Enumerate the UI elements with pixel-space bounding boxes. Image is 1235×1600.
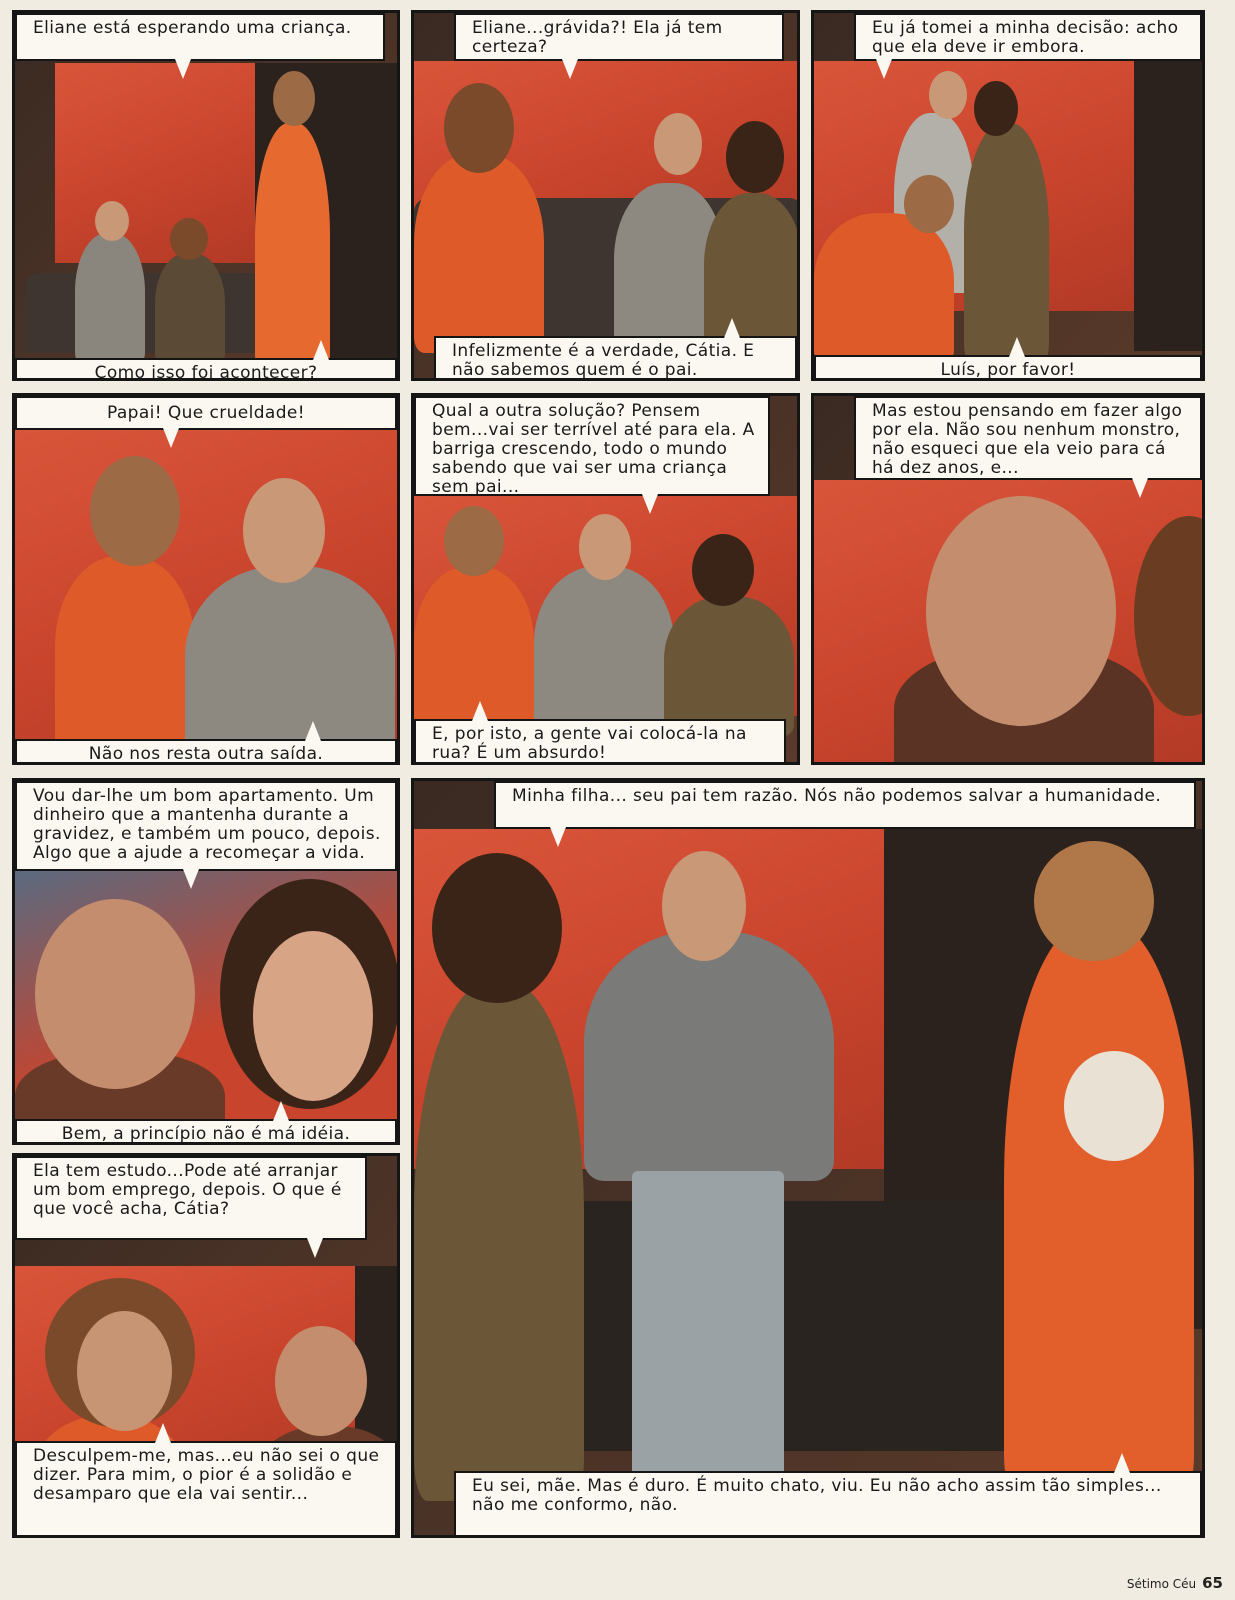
figure-head: [692, 534, 754, 606]
comic-panel-4: [12, 393, 400, 765]
balloon-tail: [642, 494, 658, 514]
speech-balloon: Ela tem estudo...Pode até arranjar um bom emprego, depois. O que é que você acha, Cátia?: [15, 1156, 367, 1240]
figure-woman: [155, 253, 225, 363]
balloon-tail: [163, 428, 179, 448]
figure-head: [929, 71, 967, 119]
figure-head: [432, 853, 562, 1003]
figure-woman: [704, 193, 800, 353]
balloon-tail: [175, 59, 191, 79]
balloon-tail: [1114, 1453, 1130, 1473]
speech-balloon: Desculpem-me, mas...eu não sei o que dizer. Para mim, o pior é a solidão e desamparo que ela vai sentir...: [15, 1441, 397, 1538]
balloon-tail: [1009, 337, 1025, 357]
figure-head: [95, 201, 129, 241]
speech-balloon: Luís, por favor!: [814, 355, 1202, 381]
balloon-tail: [307, 1238, 323, 1258]
figure-man-legs: [632, 1171, 784, 1501]
figure-woman: [414, 981, 584, 1501]
comic-panel-7: [12, 778, 400, 1145]
figure-head: [662, 851, 746, 961]
speech-balloon: Eliane está esperando uma criança.: [15, 13, 385, 61]
hat: [1064, 1051, 1164, 1161]
figure-head: [726, 121, 784, 193]
balloon-tail: [550, 827, 566, 847]
figure-woman: [964, 123, 1049, 363]
figure-woman: [664, 596, 794, 736]
comic-panel-6: [811, 393, 1205, 765]
balloon-tail: [183, 869, 199, 889]
figure-head: [444, 83, 514, 173]
figure-daughter: [414, 153, 544, 353]
speech-balloon: Qual a outra solução? Pensem bem...vai ser terrível até para ela. A barriga crescendo, todo o mundo sabendo que vai ser uma criança sem pai...: [414, 396, 770, 496]
balloon-tail: [562, 59, 578, 79]
figure-head: [654, 113, 702, 175]
speech-balloon: Mas estou pensando em fazer algo por ela. Não sou nenhum monstro, não esqueci que ela veio para cá há dez anos, e...: [854, 396, 1202, 480]
page-number: 65: [1202, 1574, 1223, 1592]
balloon-tail: [313, 340, 329, 360]
figure-head: [444, 506, 504, 576]
figure-head: [974, 81, 1018, 136]
figure-head: [904, 175, 954, 233]
speech-balloon: Não nos resta outra saída.: [15, 739, 397, 765]
figure-man: [534, 566, 674, 736]
speech-balloon: Papai! Que crueldade!: [15, 396, 397, 430]
speech-balloon: Bem, a princípio não é má idéia.: [15, 1119, 397, 1145]
figure-head: [275, 1326, 367, 1436]
comic-panel-2: [411, 10, 800, 381]
balloon-tail: [472, 701, 488, 721]
page-footer: [1127, 1574, 1223, 1592]
figure-man: [185, 566, 395, 765]
figure-head: [579, 514, 631, 580]
figure-daughter: [1004, 921, 1194, 1501]
figure-head: [170, 218, 208, 260]
comic-panel-5: [411, 393, 800, 765]
speech-balloon: Eliane...grávida?! Ela já tem certeza?: [454, 13, 784, 61]
figure-head: [77, 1311, 172, 1431]
magazine-name: Sétimo Céu: [1126, 1577, 1197, 1591]
speech-balloon: Infelizmente é a verdade, Cátia. E não sabemos quem é o pai.: [434, 336, 797, 381]
comic-panel-3: [811, 10, 1205, 381]
figure-daughter: [55, 556, 195, 756]
comic-panel-9: [411, 778, 1205, 1538]
speech-balloon: E, por isto, a gente vai colocá-la na rua? É um absurdo!: [414, 719, 786, 765]
sofa: [544, 1201, 1024, 1451]
balloon-tail: [1132, 478, 1148, 498]
speech-balloon: Eu já tomei a minha decisão: acho que ela deve ir embora.: [854, 13, 1202, 61]
balloon-tail: [876, 59, 892, 79]
figure-daughter: [255, 123, 330, 373]
figure-head: [243, 478, 325, 583]
speech-balloon: Eu sei, mãe. Mas é duro. É muito chato, viu. Eu não acho assim tão simples... não me conformo, não.: [454, 1471, 1202, 1538]
balloon-tail: [305, 721, 321, 741]
figure-head: [273, 71, 315, 126]
background-wall: [55, 63, 255, 263]
comic-panel-1: [12, 10, 400, 381]
background-wall: [1134, 61, 1205, 351]
figure-man: [75, 233, 145, 363]
speech-balloon: Vou dar-lhe um bom apartamento. Um dinheiro que a mantenha durante a gravidez, e também um pouco, depois. Algo que a ajude a recomeçar a vida.: [15, 781, 397, 871]
figure-head: [253, 931, 373, 1101]
figure-head: [90, 456, 180, 566]
balloon-tail: [155, 1423, 171, 1443]
speech-balloon: Como isso foi acontecer?: [15, 358, 397, 381]
figure-head: [35, 899, 195, 1089]
figure-man: [584, 931, 834, 1181]
balloon-tail: [724, 318, 740, 338]
balloon-tail: [273, 1101, 289, 1121]
figure-daughter: [814, 213, 954, 363]
figure-head: [926, 496, 1116, 726]
figure-head: [1034, 841, 1154, 961]
comic-panel-8: [12, 1153, 400, 1538]
speech-balloon: Minha filha... seu pai tem razão. Nós não podemos salvar a humanidade.: [494, 781, 1196, 829]
